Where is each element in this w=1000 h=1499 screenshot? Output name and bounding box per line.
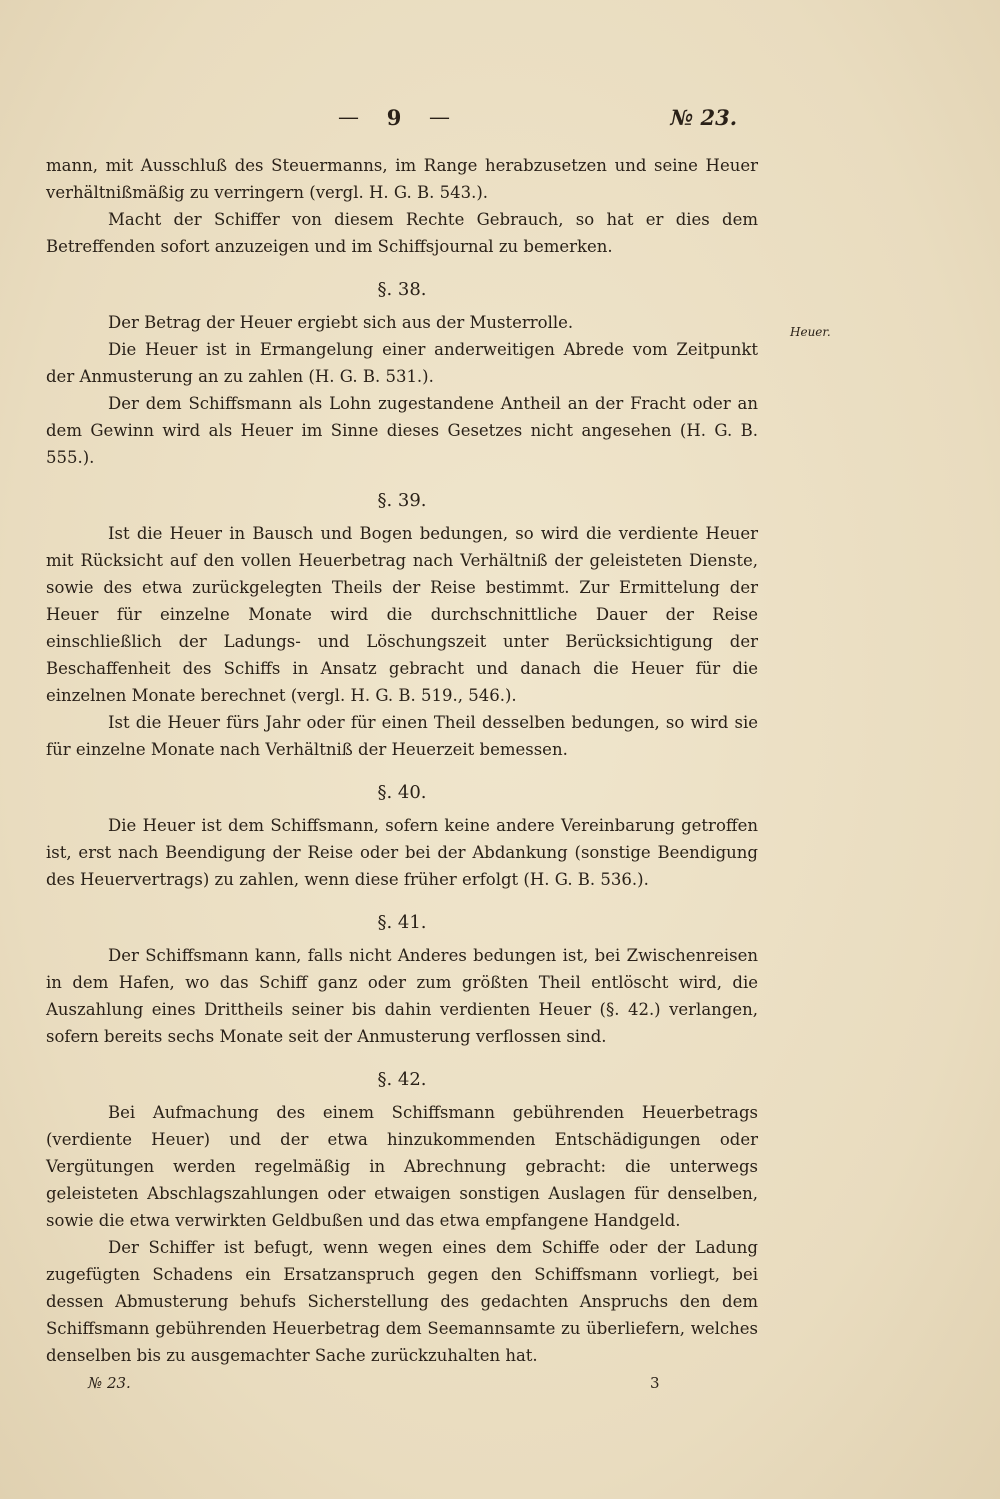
- section-heading: §. 40.: [377, 782, 427, 803]
- paragraph: Die Heuer ist in Ermangelung einer anderweitigen Abrede vom Zeitpunkt der Anmusterung an zu zahlen (H. G. B. 531.).: [46, 340, 758, 386]
- paragraph: Ist die Heuer in Bausch und Bogen bedungen, so wird die verdiente Heuer mit Rücksicht auf den vollen Heuerbetrag nach Verhältniß der geleisteten Dienste, sowie des etwa zurückgelegten Theils der Reise bestimmt. Zur Ermittelung der Heuer für einzelne Monate wird die durchschnittliche Dauer der Reise einschließlich der Ladungs- und Löschungszeit unter Berücksichtigung der Beschaffenheit des Schiffs in Ansatz gebracht und danach die Heuer für die einzelnen Monate berechnet (vergl. H. G. B. 519., 546.).: [46, 524, 758, 705]
- section-heading: §. 42.: [377, 1069, 427, 1090]
- page-number: — 9 —: [338, 105, 450, 130]
- margin-note: Heuer.: [790, 325, 831, 339]
- paragraph: Der Schiffer ist befugt, wenn wegen eines dem Schiffe oder der Ladung zugefügten Schadens ein Ersatzanspruch gegen den Schiffsmann vorliegt, bei dessen Abmusterung behufs Sicherstellung des gedachten Anspruchs den dem Schiffsmann gebührenden Heuerbetrag dem Seemannsamte zu überliefern, welches denselben bis zu ausgemachter Sache zurückzuhalten hat.: [46, 1238, 758, 1365]
- footer-sheet-number: 3: [650, 1374, 660, 1392]
- page-header: [0, 105, 1000, 137]
- paragraph: Macht der Schiffer von diesem Rechte Gebrauch, so hat er dies dem Betreffenden sofort anzuzeigen und im Schiffsjournal zu bemerken.: [46, 210, 758, 256]
- paragraph: Bei Aufmachung des einem Schiffsmann gebührenden Heuerbetrags (verdiente Heuer) und der etwa hinzukommenden Entschädigungen oder Vergütungen werden regelmäßig in Abrechnung gebracht: die unterwegs geleisteten Abschlagszahlungen oder etwaigen sonstigen Auslagen für denselben, sowie die etwa verwirkten Geldbußen und das etwa empfangene Handgeld.: [46, 1103, 758, 1230]
- paragraph: Der Schiffsmann kann, falls nicht Anderes bedungen ist, bei Zwischenreisen in dem Hafen, wo das Schiff ganz oder zum größten Theil entlöscht wird, die Auszahlung eines Drittheils seiner bis dahin verdienten Heuer (§. 42.) verlangen, sofern bereits sechs Monate seit der Anmusterung verflossen sind.: [46, 946, 758, 1046]
- paragraph: Der dem Schiffsmann als Lohn zugestandene Antheil an der Fracht oder an dem Gewinn wird als Heuer im Sinne dieses Gesetzes nicht angesehen (H. G. B. 555.).: [46, 394, 758, 467]
- paragraph: mann, mit Ausschluß des Steuermanns, im Range herabzusetzen und seine Heuer verhältnißmäßig zu verringern (vergl. H. G. B. 543.).: [46, 156, 758, 202]
- document-number: № 23.: [670, 105, 737, 130]
- section-heading: §. 39.: [377, 490, 427, 511]
- paragraph: Ist die Heuer fürs Jahr oder für einen Theil desselben bedungen, so wird sie für einzelne Monate nach Verhältniß der Heuerzeit bemessen.: [46, 713, 758, 759]
- paragraph: Die Heuer ist dem Schiffsmann, sofern keine andere Vereinbarung getroffen ist, erst nach Beendigung der Reise oder bei der Abdankung (sonstige Beendigung des Heuervertrags) zu zahlen, wenn diese früher erfolgt (H. G. B. 536.).: [46, 816, 758, 889]
- section-heading: §. 38.: [377, 279, 427, 300]
- section-heading: §. 41.: [377, 912, 427, 933]
- body-text: [46, 152, 758, 1369]
- footer-document-number: № 23.: [88, 1374, 131, 1392]
- paragraph: Der Betrag der Heuer ergiebt sich aus der Musterrolle.: [108, 313, 574, 332]
